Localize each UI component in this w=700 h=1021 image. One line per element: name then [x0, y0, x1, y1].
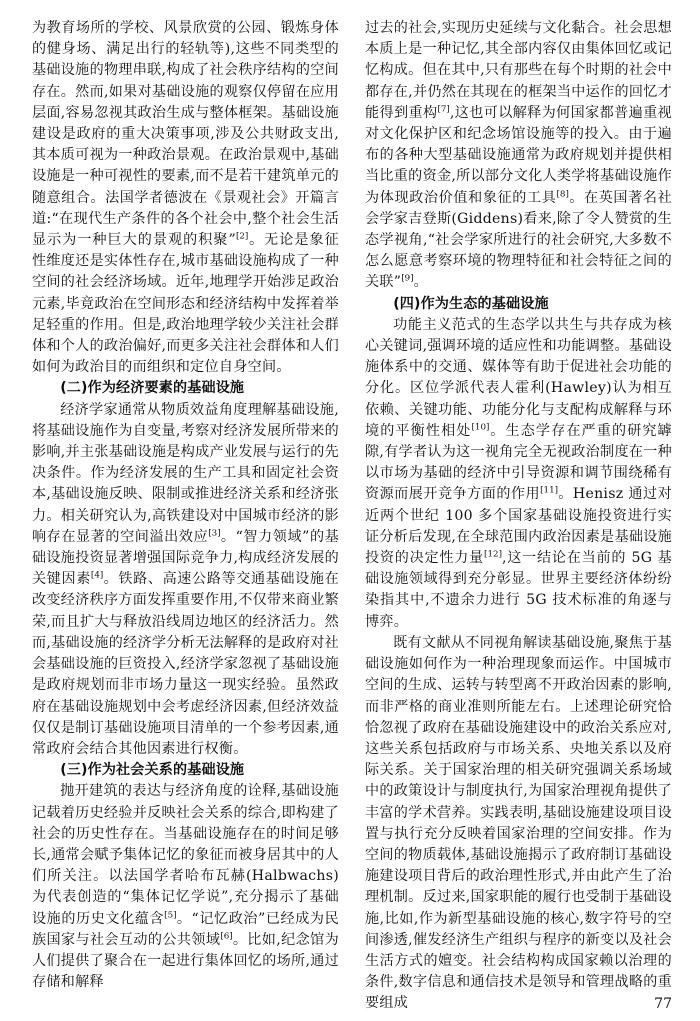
paragraph: [365, 18, 672, 294]
paragraph-text-after: 。生态学存在严重的研究罅隙,有学者认为这一视角完全无视政治制度在一种以市场为基础的经济中引导资源和调节围绕稀有资源而展开竞争方面的作用: [365, 422, 672, 503]
paragraph-text-after: 。“记忆政治”已经成为民族国家与社会互动的公共领域: [32, 910, 339, 948]
reference-marker: [11]: [540, 485, 559, 496]
paragraph-text-after-2: 。铁路、高速公路等交通基础设施在改变经济秩序方面发挥重要作用,不仅带来商业繁荣,而且扩大与释放沿线周边地区的经济活力。然而,基础设施的经济学分析无法解释的是政府对社会基础设施的巨资投入,经济学家忽视了基础设施是政府规划而非市场力量这一现实经验。虽然政府在基础设施规划中会考虑经济因素,但经济效益仅仅是制订基础设施项目清单的一个参考因素,通常政府会结合其他因素进行权衡。: [32, 571, 339, 757]
paragraph: [32, 781, 339, 993]
paragraph: [32, 400, 339, 760]
reference-marker: [5]: [164, 909, 177, 920]
paragraph: [365, 633, 672, 1015]
section-heading-3: (三)作为社会关系的基础设施: [60, 762, 245, 779]
paragraph-text-after: ,这也可以解释为何国家都普遍重视对文化保护区和纪念场馆设施等的投入。由于遍布的各种大型基础设施通常为政府规划并提供相当比重的资金,所以部分文化人类学将基础设施作为体现政治价值和象征的工具: [365, 104, 672, 206]
paragraph-text-after-2: 。在英国著名社会学家吉登斯(Giddens)看来,除了令人赞赏的生态学视角,“社会学家所进行的社会研究,大多数不怎么愿意考察环境的物理特征和社会特征之间的关联”: [365, 189, 672, 291]
section-heading-4: (四)作为生态的基础设施: [393, 295, 549, 312]
reference-marker: [10]: [471, 422, 490, 433]
left-column: [32, 18, 339, 991]
reference-marker: [8]: [556, 188, 569, 199]
paragraph-text-after: 。无论是象征性维度还是实体性存在,城市基础设施构成了一种空间的社会经济场域。近年,地理学开始涉足政治元素,毕竟政治在空间形态和经济结构中发挥着举足轻重的作用。但是,政治地理学较少关注社会群体和个人的政治偏好,而更多关注社会群体和人们如何为政治目的而组织和定位自身空间。: [32, 232, 339, 376]
paragraph-text: 经济学家通常从物质效益角度理解基础设施,将基础设施作为自变量,考察对经济发展所带来的影响,并主张基础设施是构成产业发展与运行的先决条件。作为经济发展的生产工具和固定社会资本,基础设施反映、限制或推进经济关系和经济张力。相关研究认为,高铁建设对中国城市经济的影响存在显著的空间溢出效应: [32, 401, 339, 545]
paragraph: [32, 18, 339, 378]
paragraph-text: 过去的社会,实现历史延续与文化黏合。社会思想本质上是一种记忆,其全部内容仅由集体回忆或记忆构成。但在其中,只有那些在每个时期的社会中都存在,并仍然在其现在的框架当中运作的回忆才能得到重构: [365, 20, 672, 121]
reference-marker: [4]: [90, 570, 104, 581]
paragraph: [365, 315, 672, 633]
section-heading-2: (二)作为经济要素的基础设施: [60, 380, 245, 397]
paragraph-text-after-2: 。Henisz 通过对近两个世纪 100 多个国家基础设施投资进行实证分析后发现,在全球范围内政治因素是基础设施投资的决定性力量: [365, 486, 672, 567]
page-number: 77: [654, 996, 672, 1012]
reference-marker: [6]: [220, 931, 233, 942]
paragraph-text: 功能主义范式的生态学以共生与共存成为核心关键词,强调环境的适应性和功能调整。基础设施体系中的交通、媒体等有助于促进社会功能的分化。区位学派代表人霍利(Hawley)认为相互依赖、关键功能、功能分化与支配构成解释与环境的平衡性相处: [365, 316, 672, 439]
paragraph-text-after-3: ,这一结论在当前的 5G 基础设施领域得到充分彰显。世界主要经济体纷纷染指其中,不遗余力进行 5G 技术标准的角逐与博弈。: [365, 550, 672, 630]
paragraph-text-after: 。“智力领域”的基础设施投资显著增强国际竞争力,构成经济发展的关键因素: [32, 528, 339, 588]
paragraph-text-after-2: 。比如,纪念馆为人们提供了聚合在一起进行集体回忆的场所,通过存储和解释: [32, 931, 339, 991]
reference-marker: [7]: [437, 104, 450, 115]
reference-marker: [12]: [484, 549, 502, 560]
reference-marker: [9]: [401, 273, 414, 284]
paragraph-text: 抛开建筑的表达与经济角度的诠释,基础设施记载着历史经验并反映社会关系的综合,即构建了社会的历史性存在。当基础设施存在的时间足够长,通常会赋予集体记忆的象征而被身居其中的人们所关注。以法国学者哈布瓦赫(Halbwachs)为代表创造的“集体记忆学说”,充分揭示了基础设施的历史文化蕴含: [32, 783, 339, 927]
reference-marker: [3]: [208, 528, 221, 539]
paragraph-text-after-3: 。: [413, 274, 429, 291]
paragraph-text: 既有文献从不同视角解读基础设施,聚焦于基础设施如何作为一种治理现象而运作。中国城市空间的生成、运转与转型离不开政治因素的影响,而非严格的商业准则所能左右。上述理论研究恰恰忽视了政府在基础设施建设中的政治关系应对,这些关系包括政府与市场关系、央地关系以及府际关系。关于国家治理的相关研究强调关系场域中的政策设计与制度执行,为国家治理视角提供了丰富的学术营养。实践表明,基础设施建设项目设置与执行充分反映着国家治理的空间安排。作为空间的物质载体,基础设施揭示了政府制订基础设施建设项目背后的政治理性形式,并由此产生了治理机制。反过来,国家职能的履行也受制于基础设施,比如,作为新型基础设施的核心,数字符号的空间渗透,催发经济生产组织与程序的新变以及社会生活方式的嬗变。社会结构构成国家赖以治理的条件,数字信息和通信技术是领导和管理战略的重要组成: [365, 634, 672, 1012]
paragraph-text: 为教育场所的学校、风景欣赏的公园、锻炼身体的健身场、满足出行的轻轨等),这些不同类型的基础设施的物理串联,构成了社会秩序结构的空间存在。然而,如果对基础设施的观察仅停留在应用层面,容易忽视其政治生成与整体框架。基础设施建设是政府的重大决策事项,涉及公共财政支出,其本质可视为一种政治景观。在政治景观中,基础设施是一种可视性的要素,而不是若干建筑单元的随意组合。法国学者德波在《景观社会》开篇言道:“在现代生产条件的各个社会中,整个社会生活显示为一种巨大的景观的积聚”: [32, 20, 339, 249]
reference-marker: [2]: [235, 231, 249, 242]
